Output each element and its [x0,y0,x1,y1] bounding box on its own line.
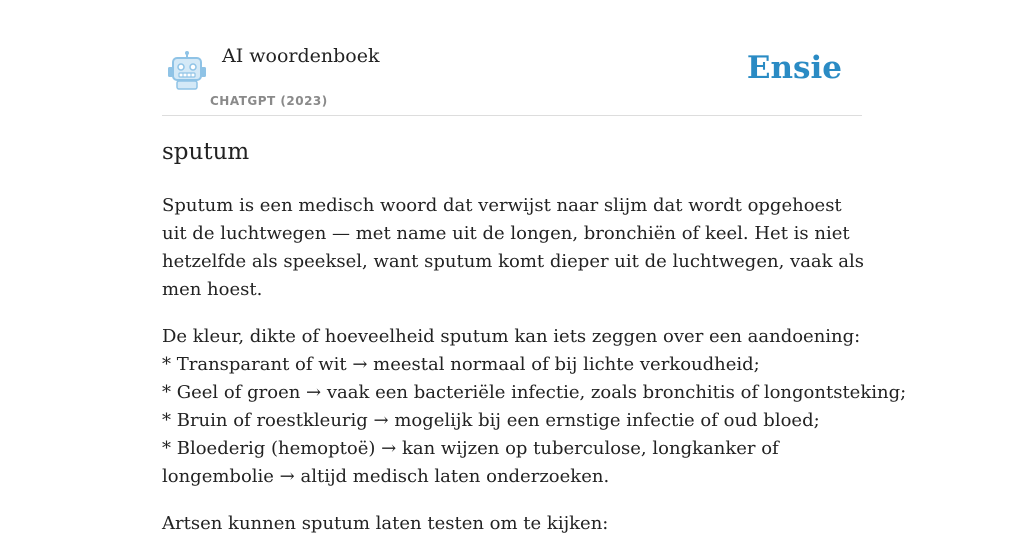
header [162,0,862,116]
testing-paragraph: Artsen kunnen sputum laten testen om te kijken: [162,513,609,534]
dictionary-title[interactable]: AI woordenboek [222,45,380,67]
entry-body [162,192,907,538]
list-item: * Bloederig (hemoptoë) → kan wijzen op tuberculose, longkanker of longembolie → altijd medisch laten onderzoeken. [162,438,779,487]
list-item: * Geel of groen → vaak een bacteriële infectie, zoals bronchitis of longontsteking; [162,382,907,403]
entry-term: sputum [162,139,250,165]
brand-logo[interactable]: Ensie [746,50,842,86]
page [162,0,907,534]
definition-paragraph: Sputum is een medisch woord dat verwijst naar slijm dat wordt opgehoest uit de luchtwegen — met name uit de longen, bronchiën of keel. Het is niet hetzelfde als speeksel, want sputum komt dieper uit de luchtwegen, vaak als men hoest. [162,195,865,300]
dictionary-source: CHATGPT (2023) [210,94,328,108]
list-item: * Transparant of wit → meestal normaal of bij lichte verkoudheid; [162,354,760,375]
list-item: * Bruin of roestkleurig → mogelijk bij een ernstige infectie of oud bloed; [162,410,820,431]
color-paragraph [162,323,907,491]
robot-icon [166,50,208,90]
color-intro: De kleur, dikte of hoeveelheid sputum kan iets zeggen over een aandoening: [162,326,861,347]
